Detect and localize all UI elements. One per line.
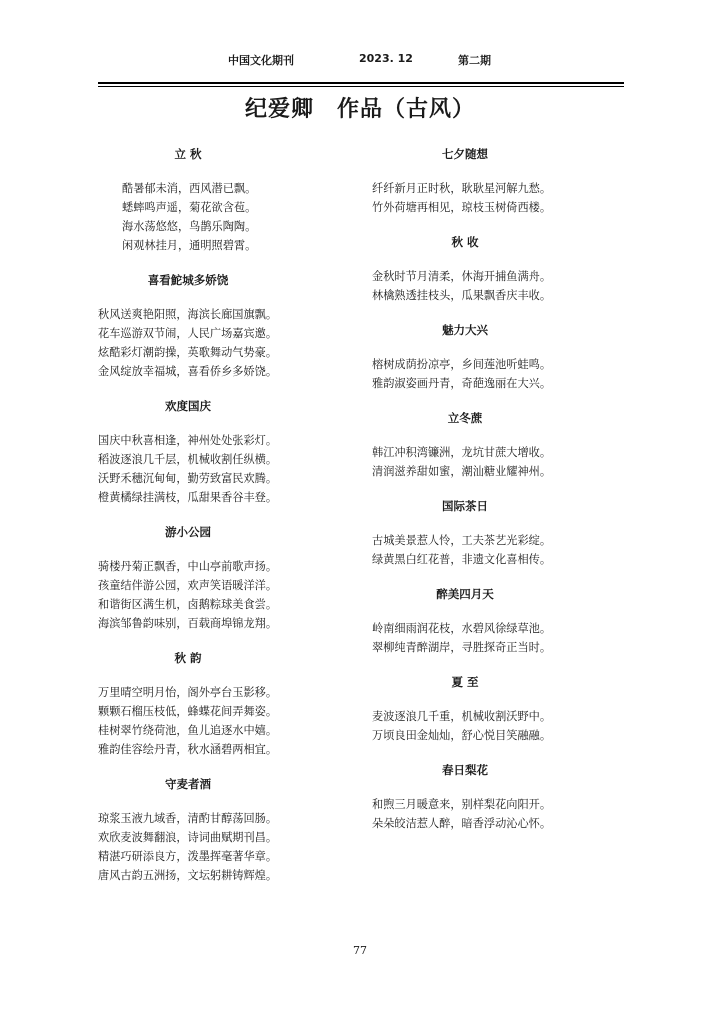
poem-line: 橙黄橘绿挂满枝，瓜甜果香谷丰登。 bbox=[98, 491, 278, 504]
poem-title: 立 秋 bbox=[174, 147, 202, 161]
poem-line: 古城美景惹人怜，工夫茶艺光彩绽。 bbox=[372, 534, 552, 547]
poem-title: 欢度国庆 bbox=[165, 399, 211, 413]
poem-line: 韩江冲积湾镰洲，龙坑甘蔗大增收。 bbox=[372, 446, 552, 459]
poem-line: 麦波逐浪几千重，机械收割沃野中。 bbox=[372, 710, 552, 723]
page-title: 纪爱卿 作品（古风） bbox=[244, 96, 475, 122]
issue-date: 2023. 12 bbox=[359, 52, 413, 65]
poem-line: 绿黄黑白红花普，非遗文化喜相传。 bbox=[372, 553, 552, 566]
poem-title: 喜看鮀城多娇饶 bbox=[147, 273, 229, 287]
right-poem-column bbox=[372, 146, 558, 833]
poem-line: 和煦三月暖意来，别样梨花向阳开。 bbox=[372, 798, 552, 811]
page-number: 77 bbox=[353, 944, 367, 957]
poem-line: 精湛巧研添良方，泼墨挥毫著华章。 bbox=[98, 850, 278, 863]
poem-title: 国际茶日 bbox=[442, 499, 488, 513]
poem-title: 夏 至 bbox=[451, 675, 479, 689]
poem-line: 秋风送爽艳阳照，海滨长廊国旗飘。 bbox=[98, 308, 278, 321]
poem-line: 海水荡悠悠，鸟鹊乐陶陶。 bbox=[122, 220, 257, 233]
poem-title: 游小公园 bbox=[165, 525, 211, 539]
poem-line: 稻波逐浪几千层，机械收割任纵横。 bbox=[98, 453, 278, 466]
poem-line: 蟋蟀鸣声遥，菊花欲含苞。 bbox=[122, 201, 257, 214]
poem-line: 朵朵皎洁惹人醉，暗香浮动沁心怀。 bbox=[372, 817, 552, 830]
poem-title: 秋 收 bbox=[451, 235, 479, 249]
poem-line: 炫酷彩灯潮韵操，英歌舞动气势豪。 bbox=[98, 346, 278, 359]
poem-title: 醉美四月天 bbox=[436, 587, 494, 601]
journal-name: 中国文化期刊 bbox=[228, 54, 294, 67]
poem-line: 雅韵佳容绘丹青，秋水涵碧两相宜。 bbox=[98, 743, 278, 756]
poem-line: 唐风古韵五洲扬，文坛躬耕铸辉煌。 bbox=[98, 869, 278, 882]
poem bbox=[372, 674, 558, 745]
poem bbox=[98, 524, 278, 633]
poem-line: 榕树成荫扮凉亭，乡间莲池听蛙鸣。 bbox=[372, 358, 552, 371]
poem bbox=[372, 322, 558, 393]
poem-line: 清润滋养甜如蜜，潮汕糖业耀神州。 bbox=[372, 465, 552, 478]
poem-line: 沃野禾穗沉甸甸，勤劳致富民欢腾。 bbox=[98, 472, 278, 485]
poem-line: 闲观林挂月，通明照碧霄。 bbox=[122, 239, 257, 252]
poem-line: 欢欣麦波舞翻浪，诗词曲赋期刊昌。 bbox=[98, 831, 278, 844]
poem-line: 孩童结伴游公园，欢声笑语暖洋洋。 bbox=[98, 579, 278, 592]
poem-title: 立冬蔗 bbox=[447, 411, 483, 425]
poem-line: 金秋时节月清柔，休海开捕鱼满舟。 bbox=[372, 270, 552, 283]
poem-line: 和谐街区满生机，卤鹅粽球美食尝。 bbox=[98, 598, 278, 611]
poem-title: 守麦者酒 bbox=[165, 777, 211, 791]
poem-line: 雅韵淑姿画丹青，奇葩逸丽在大兴。 bbox=[372, 377, 552, 390]
poem-line: 林檎熟透挂枝头，瓜果飘香庆丰收。 bbox=[372, 289, 552, 302]
poem-title: 秋 韵 bbox=[174, 651, 202, 665]
header-rule-thin bbox=[98, 86, 624, 87]
poem bbox=[98, 650, 278, 759]
poem bbox=[372, 234, 558, 305]
left-poem-column bbox=[98, 146, 278, 885]
poem-line: 竹外荷塘再相见，琼枝玉树倚西楼。 bbox=[372, 201, 552, 214]
poem-title: 魅力大兴 bbox=[442, 323, 488, 337]
poem-line: 酷暑郁未消，西风潜已飘。 bbox=[122, 182, 257, 195]
poem bbox=[98, 146, 278, 255]
poem bbox=[98, 398, 278, 507]
poem bbox=[372, 146, 558, 217]
poem-line: 万顷良田金灿灿，舒心悦目笑融融。 bbox=[372, 729, 552, 742]
poem-line: 骑楼丹菊正飘香，中山亭前歌声扬。 bbox=[98, 560, 278, 573]
poem bbox=[372, 586, 558, 657]
poem bbox=[372, 410, 558, 481]
poem-line: 金风绽放幸福城，喜看侨乡多娇饶。 bbox=[98, 365, 278, 378]
header-rule-thick bbox=[98, 82, 624, 84]
poem bbox=[98, 776, 278, 885]
poem-line: 桂树翠竹绕荷池，鱼儿追逐水中嬉。 bbox=[98, 724, 278, 737]
poem bbox=[372, 498, 558, 569]
poem-line: 海滨邹鲁韵味别，百载商埠锦龙翔。 bbox=[98, 617, 278, 630]
poem-line: 国庆中秋喜相逢，神州处处张彩灯。 bbox=[98, 434, 278, 447]
poem-line: 岭南细雨润花枝，水碧风徐绿草池。 bbox=[372, 622, 552, 635]
poem bbox=[98, 272, 278, 381]
poem-line: 花车巡游双节闹，人民广场嘉宾邀。 bbox=[98, 327, 278, 340]
poem-title: 七夕随想 bbox=[442, 147, 488, 161]
poem-line: 琼浆玉液九域香，清酌甘醇荡回肠。 bbox=[98, 812, 278, 825]
poem-line: 颗颗石榴压枝低，蜂蝶花间弄舞姿。 bbox=[98, 705, 278, 718]
issue-number: 第二期 bbox=[458, 54, 491, 67]
poem-line: 万里晴空明月怡，阁外亭台玉影移。 bbox=[98, 686, 278, 699]
poem-title: 春日梨花 bbox=[442, 763, 488, 777]
running-header bbox=[0, 52, 720, 72]
poem-line: 纤纤新月正时秋，耿耿星河解九愁。 bbox=[372, 182, 552, 195]
poem-line: 翠柳纯青醉湖岸，寻胜探奇正当时。 bbox=[372, 641, 552, 654]
poem bbox=[372, 762, 558, 833]
